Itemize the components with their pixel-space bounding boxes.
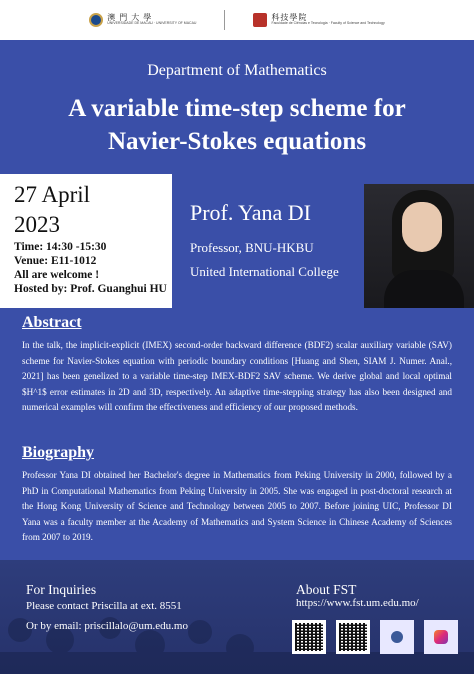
event-info: [14, 240, 167, 296]
facebook-qr-icon[interactable]: [380, 620, 414, 654]
abstract-heading: Abstract: [22, 314, 82, 331]
instagram-qr-icon[interactable]: [424, 620, 458, 654]
header-banner: [0, 40, 474, 174]
about-fst-title: About FST: [296, 582, 357, 597]
footer: [0, 560, 474, 674]
um-logo-zh: 澳 門 大 學: [107, 13, 153, 23]
event-time: Time: 14:30 -15:30: [14, 241, 107, 253]
um-logo-en: UNIVERSIDADE DE MACAU · UNIVERSITY OF MACAU: [107, 21, 197, 26]
talk-title-line2: Navier-Stokes equations: [107, 128, 367, 155]
qr-code-icon[interactable]: [292, 620, 326, 654]
department-name: Department of Mathematics: [147, 62, 327, 79]
event-date-day: 27 April: [14, 182, 91, 207]
speaker-panel: [172, 174, 474, 308]
talk-title-line1: A variable time-step scheme for: [68, 95, 406, 122]
event-venue: Venue: E11-1012: [14, 255, 97, 267]
speaker-position: Professor, BNU-HKBU: [190, 240, 314, 255]
audience-background-image: [0, 560, 474, 674]
inquiries-contact: Please contact Priscilla at ext. 8551: [26, 600, 182, 612]
logo-divider: [224, 10, 225, 30]
fst-logo-en: Faculdade de Ciências e Tecnologia · Faculty of Science and Technology: [271, 21, 385, 26]
qr-code-icon[interactable]: [336, 620, 370, 654]
inquiries-title: For Inquiries: [26, 582, 97, 597]
event-host: Hosted by: Prof. Guanghui HU: [14, 283, 167, 295]
fst-website-link[interactable]: https://www.fst.um.edu.mo/: [296, 597, 419, 609]
speaker-photo: [364, 184, 474, 308]
inquiries-email[interactable]: Or by email: priscillalo@um.edu.mo: [26, 620, 188, 632]
logo-bar: [0, 0, 474, 40]
biography-heading: Biography: [22, 444, 95, 461]
fst-logo: [253, 13, 384, 27]
fst-mark-icon: [253, 13, 267, 27]
content-section: [0, 308, 474, 560]
um-crest-icon: [89, 13, 103, 27]
biography-text: Professor Yana DI obtained her Bachelor's degree in Mathematics from Peking University in 2000, followed by a PhD in Computational Mathematics from Peking University in 2005. She was engaged in post-doctoral research at the Hong Kong University of Science and Technology between 2005 to 2007. Before joining UIC, Professor DI Yana was a faculty member at the Academy of Mathematics and System Science in Chinese Academy of Sciences from 2007 to 2019.: [22, 470, 452, 542]
event-details: [0, 174, 172, 304]
speaker-name: Prof. Yana DI: [190, 200, 311, 225]
um-logo: [89, 13, 196, 27]
talk-title: [0, 92, 474, 158]
event-welcome: All are welcome !: [14, 269, 100, 281]
abstract-text: In the talk, the implicit-explicit (IMEX) second-order backward difference (BDF2) scalar auxiliary variable (SAV) scheme for Navier-Stokes equation with periodic boundary conditions [Huang and Shen, SIAM J. Numer. Anal., 2021] has been genelized to a variable time-step IMEX-BDF2 SAV scheme. We derive global and local optimal $H^1$ error estimates in 2D and 3D, respectively. An adaptive time-stepping strategy has also been designed and numerical examples will confirm the effectiveness and efficiency of our proposed methods.: [22, 340, 452, 412]
event-date-year: 2023: [14, 212, 60, 237]
qr-code-row: [292, 620, 458, 654]
fst-logo-zh: 科技學院: [271, 13, 308, 23]
speaker-institution: United International College: [190, 264, 339, 279]
